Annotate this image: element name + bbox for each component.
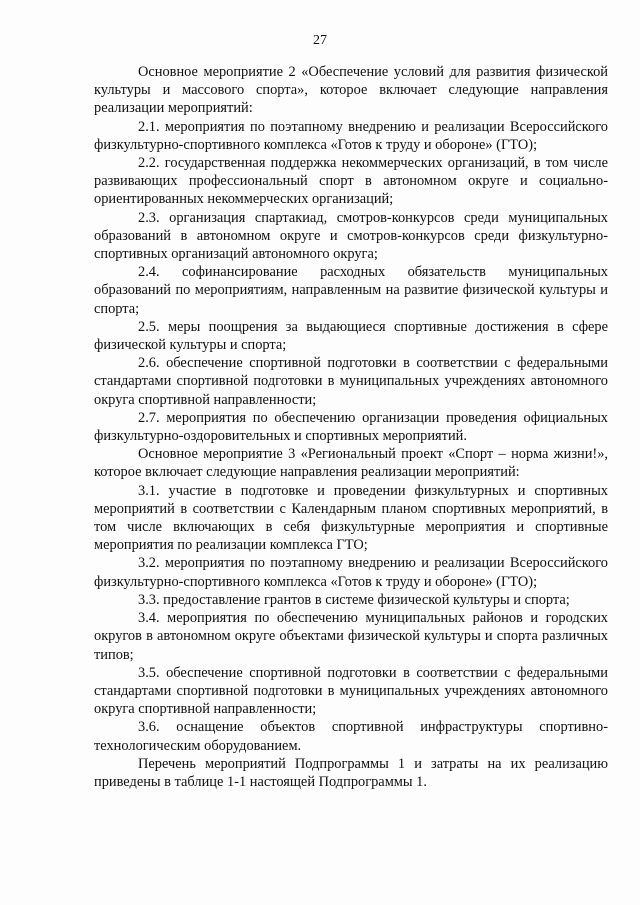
paragraph-item-3-6: 3.6. оснащение объектов спортивной инфраструктуры спортивно-технологическим оборудованием.	[94, 719, 608, 754]
paragraph-item-2-2: 2.2. государственная поддержка некоммерческих организаций, в том числе развивающих профессиональный спорт в автономном округе и социально-ориентированных некоммерческих организаций;	[94, 155, 608, 208]
paragraph-item-3-3: 3.3. предоставление грантов в системе физической культуры и спорта;	[138, 591, 570, 608]
paragraph-item-2-4: 2.4. софинансирование расходных обязательств муниципальных образований по мероприятиям, направленным на развитие физической культуры и спорта;	[94, 264, 608, 317]
paragraph-item-2-5: 2.5. меры поощрения за выдающиеся спортивные достижения в сфере физической культуры и спорта;	[94, 318, 608, 354]
document-body	[94, 63, 608, 791]
paragraph-item-3-4: 3.4. мероприятия по обеспечению муниципальных районов и городских округов в автономном округе объектами физической культуры и спорта различных типов;	[94, 610, 608, 663]
paragraph-item-3-5: 3.5. обеспечение спортивной подготовки в соответствии с федеральными стандартами спортивной подготовки в муниципальных учреждениях автономного округа спортивной направленности;	[94, 664, 608, 718]
paragraph-main-activity-2: Основное мероприятие 2 «Обеспечение условий для развития физической культуры и массового спорта», которое включает следующие направления реализации мероприятий:	[94, 64, 608, 117]
paragraph-item-2-6: 2.6. обеспечение спортивной подготовки в соответствии с федеральными стандартами спортивной подготовки в муниципальных учреждениях автономного округа спортивной направленности;	[94, 355, 608, 408]
paragraph-item-2-7: 2.7. мероприятия по обеспечению организации проведения официальных физкультурно-оздоровительных и спортивных мероприятий.	[94, 409, 608, 445]
page-number: 27	[313, 33, 327, 48]
paragraph-main-activity-3: Основное мероприятие 3 «Региональный проект «Спорт – норма жизни!», которое включает следующие направления реализации мероприятий:	[94, 446, 608, 481]
paragraph-item-3-1: 3.1. участие в подготовке и проведении физкультурных и спортивных мероприятий в соответствии с Календарным планом спортивных мероприятий, в том числе включающих в себя физкультурные мероприятия и спортивные мероприятия по реализации комплекса ГТО;	[94, 482, 608, 554]
paragraph-activities-list-reference: Перечень мероприятий Подпрограммы 1 и затраты на их реализацию приведены в таблице 1-1 настоящей Подпрограммы 1.	[94, 755, 608, 790]
paragraph-item-2-3: 2.3. организация спартакиад, смотров-конкурсов среди муниципальных образований в автономном округе и смотров-конкурсов среди физкультурно-спортивных организаций автономного округа;	[94, 209, 608, 263]
paragraph-item-2-1: 2.1. мероприятия по поэтапному внедрению и реализации Всероссийского физкультурно-спортивного комплекса «Готов к труду и обороне» (ГТО);	[94, 118, 608, 153]
paragraph-item-3-2: 3.2. мероприятия по поэтапному внедрению и реализации Всероссийского физкультурно-спортивного комплекса «Готов к труду и обороне» (ГТО);	[94, 555, 608, 590]
